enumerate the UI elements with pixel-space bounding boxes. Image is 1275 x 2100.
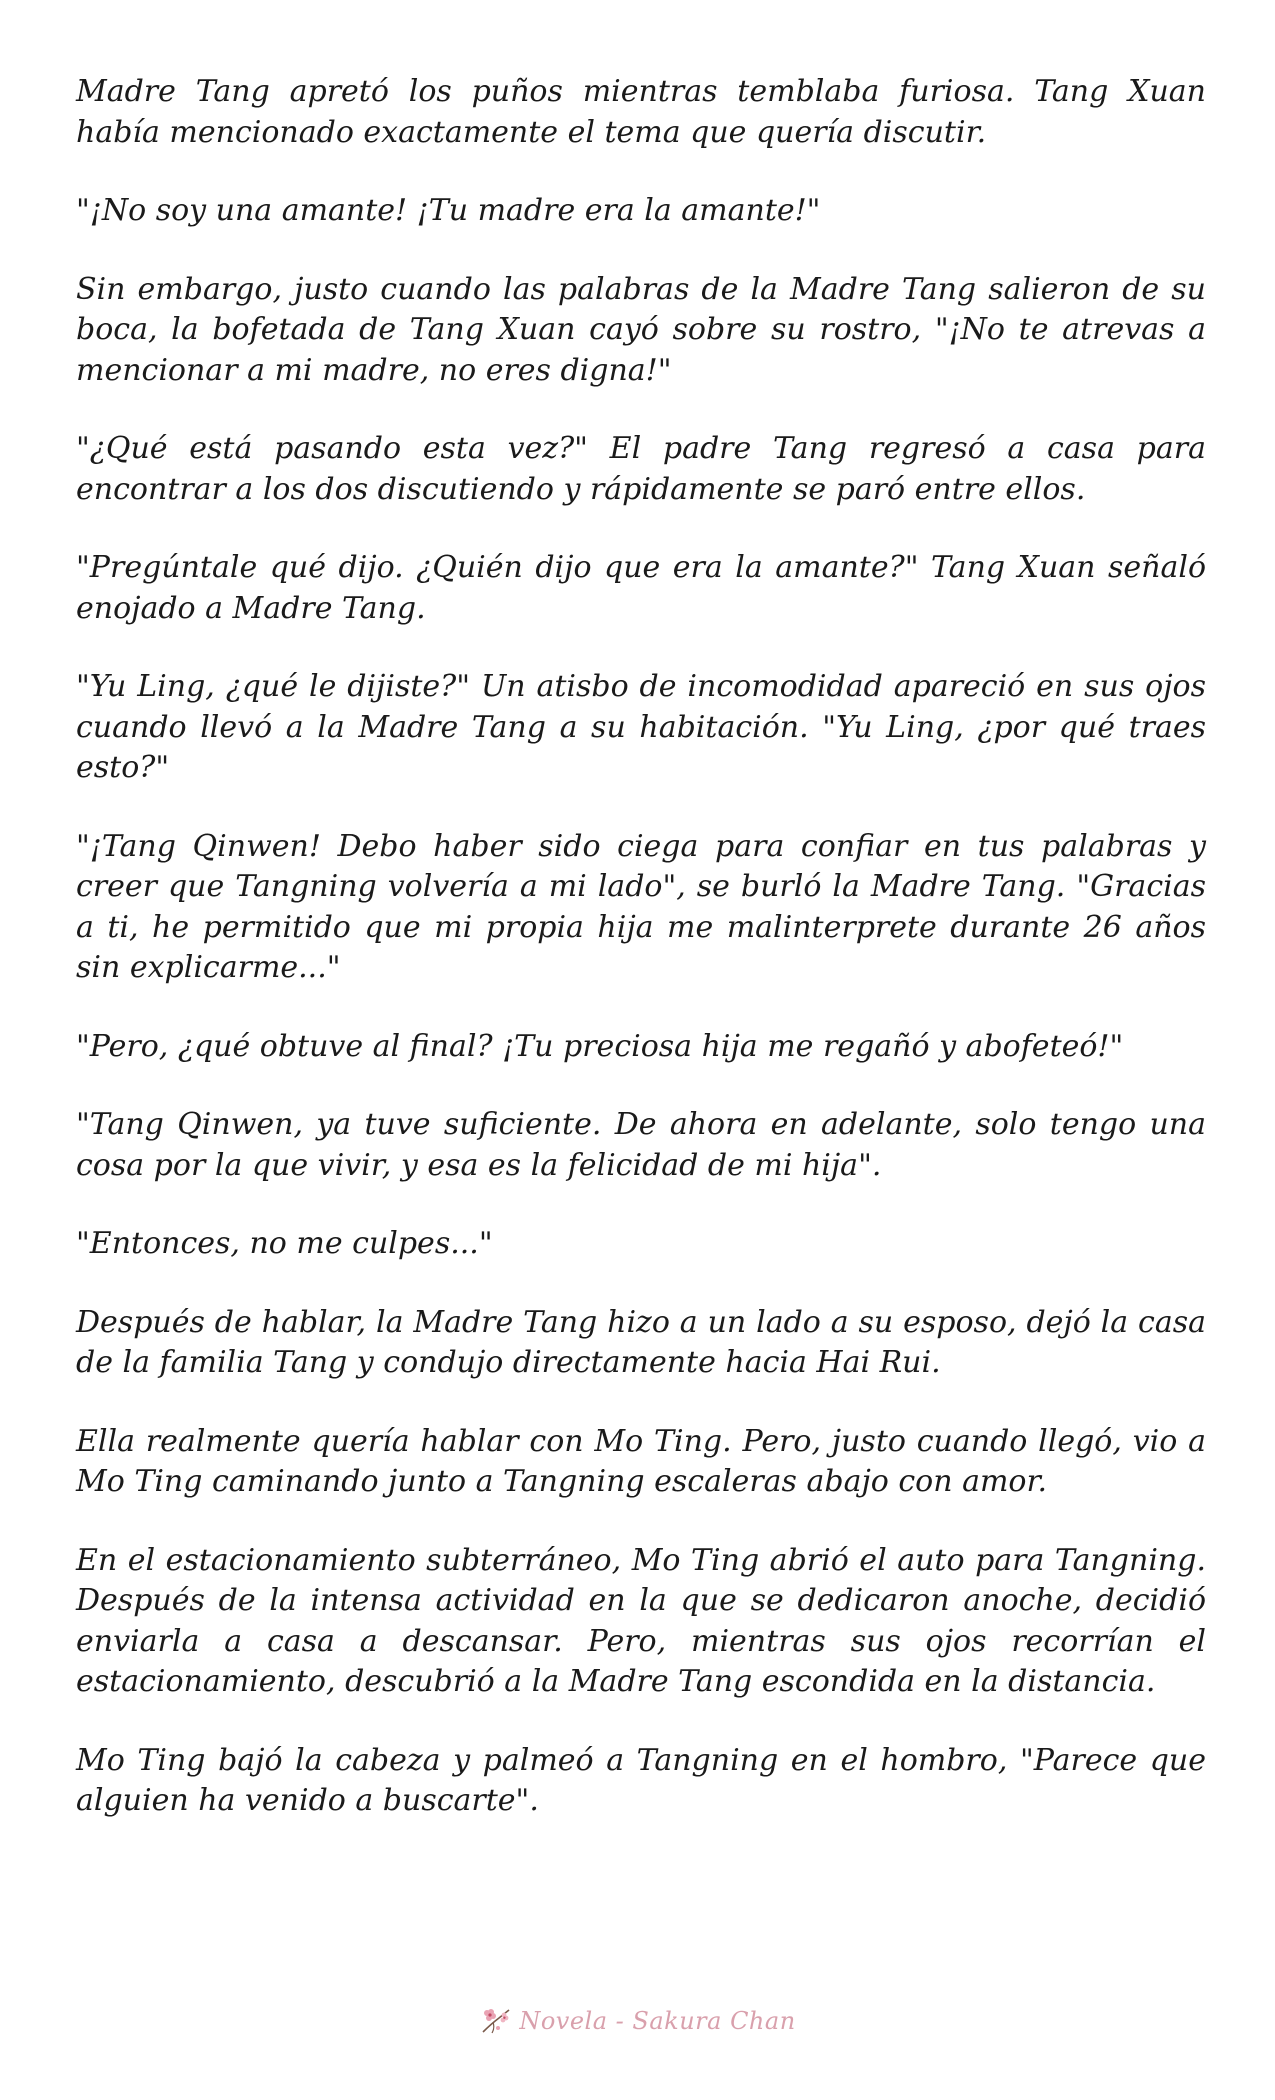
- paragraph: "¡Tang Qinwen! Debo haber sido ciega para confiar en tus palabras y creer que Tangning volvería a mi lado", se burló la Madre Tang. "Gracias a ti, he permitido que mi propia hija me malinterprete durante 26 años sin explicarme...": [76, 828, 1206, 985]
- paragraph: "¡No soy una amante! ¡Tu madre era la amante!": [76, 193, 821, 228]
- paragraph: Mo Ting bajó la cabeza y palmeó a Tangning en el hombro, "Parece que alguien ha venido a buscarte".: [76, 1742, 1206, 1818]
- paragraph: Madre Tang apretó los puños mientras temblaba furiosa. Tang Xuan había mencionado exactamente el tema que quería discutir.: [76, 74, 1206, 150]
- chapter-text: [76, 72, 1206, 1860]
- paragraph: "Yu Ling, ¿qué le dijiste?" Un atisbo de incomodidad apareció en sus ojos cuando llevó a la Madre Tang a su habitación. "Yu Ling, ¿por qué traes esto?": [76, 669, 1206, 785]
- sakura-flower-icon: [479, 2006, 513, 2036]
- paragraph: Después de hablar, la Madre Tang hizo a un lado a su esposo, dejó la casa de la familia Tang y condujo directamente hacia Hai Rui.: [76, 1304, 1206, 1380]
- paragraph: "Tang Qinwen, ya tuve suficiente. De ahora en adelante, solo tengo una cosa por la que vivir, y esa es la felicidad de mi hija".: [76, 1107, 1206, 1183]
- paragraph: Sin embargo, justo cuando las palabras de la Madre Tang salieron de su boca, la bofetada de Tang Xuan cayó sobre su rostro, "¡No te atrevas a mencionar a mi madre, no eres digna!": [76, 271, 1206, 388]
- watermark: [0, 2003, 1275, 2039]
- paragraph: "¿Qué está pasando esta vez?" El padre Tang regresó a casa para encontrar a los dos discutiendo y rápidamente se paró entre ellos.: [76, 431, 1206, 507]
- paragraph: "Pregúntale qué dijo. ¿Quién dijo que era la amante?" Tang Xuan señaló enojado a Madre Tang.: [76, 550, 1206, 626]
- paragraph: En el estacionamiento subterráneo, Mo Ting abrió el auto para Tangning. Después de la intensa actividad en la que se dedicaron anoche, decidió enviarla a casa a descansar. Pero, mientras sus ojos recorrían el estacionamiento, descubrió a la Madre Tang escondida en la distancia.: [76, 1542, 1206, 1699]
- paragraph: "Pero, ¿qué obtuve al final? ¡Tu preciosa hija me regañó y abofeteó!": [76, 1028, 1124, 1064]
- watermark-text: Novela - Sakura Chan: [519, 2007, 796, 2035]
- paragraph: Ella realmente quería hablar con Mo Ting. Pero, justo cuando llegó, vio a Mo Ting caminando junto a Tangning escaleras abajo con amor.: [76, 1423, 1206, 1499]
- paragraph: "Entonces, no me culpes...": [76, 1226, 493, 1261]
